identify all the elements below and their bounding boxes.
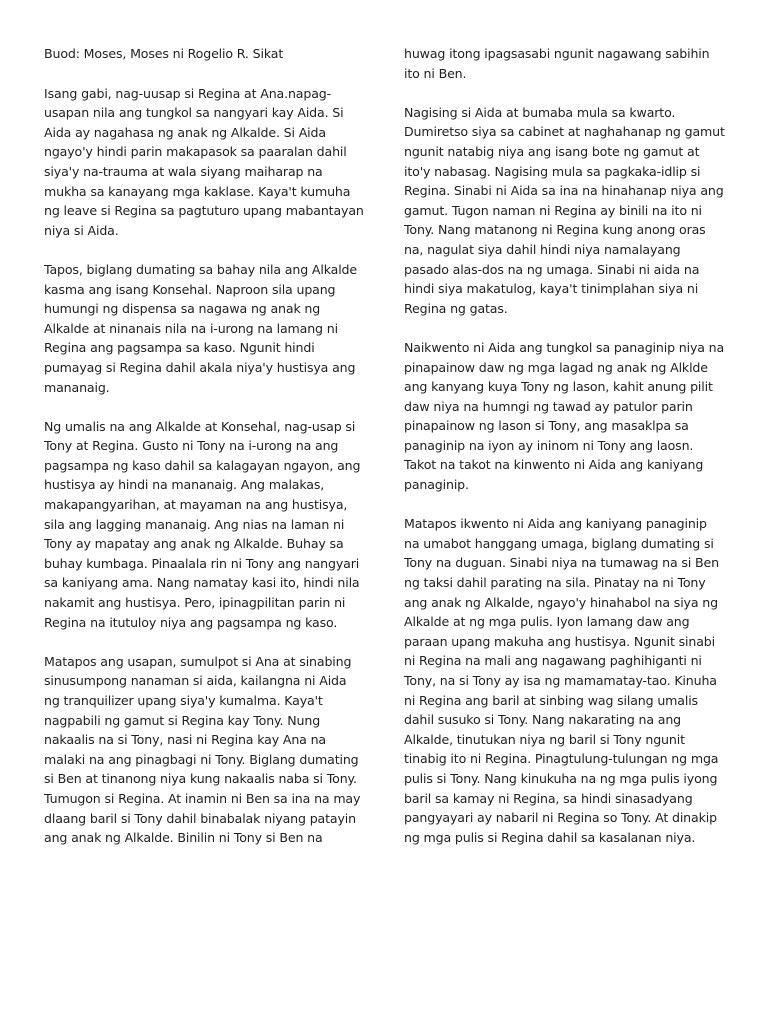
paragraph: Matapos ikwento ni Aida ang kaniyang panaginip na umabot hanggang umaga, biglang dumating si Tony na duguan. Sinabi niya na tumawag na si Ben ng taksi dahil parating na sila. Pinatay na ni Tony ang anak ng Alkalde, ngayo'y hinahabol na siya ng Alkalde at ng mga pulis. Iyon lamang daw ang paraan upang makuha ang hustisya. Ngunit sinabi ni Regina na mali ang nagawang paghihiganti ni Tony, na si Tony ay isa ng mamamatay-tao. Kinuha ni Regina ang baril at sinbing wag silang umalis dahil susuko si Tony. Nang nakarating na ang Alkalde, tinutukan niya ng baril si Tony ngunit tinabig ito ni Regina. Pinagtulung-tulungan ng mga pulis si Tony. Nang kinukuha na ng mga pulis iyong baril sa kamay ni Regina, sa hindi sinasadyang pangyayari ay nabaril ni Regina so Tony. At dinakip ng mga pulis si Regina dahil sa kasalanan niya. [404,516,719,845]
paragraph: Nagising si Aida at bumaba mula sa kwarto. Dumiretso siya sa cabinet at naghahanap ng gamut ngunit natabig niya ang isang bote ng gamut at ito'y nabasag. Nagising mula sa pagkaka-idlip si Regina. Sinabi ni Aida sa ina na hinahanap niya ang gamut. Tugon naman ni Regina ay binili na ito ni Tony. Nang matanong ni Regina kung anong oras na, nagulat siya dahil hindi niya namalayang pasado alas-dos na ng umaga. Sinabi ni aida na hindi siya makatulog, kaya't tinimplahan siya ni Regina ng gatas. [404,104,725,316]
document-title: Buod: Moses, Moses ni Rogelio R. Sikat [44,46,284,61]
paragraph: Matapos ang usapan, sumulpot si Ana at sinabing sinusumpong nanaman si aida, kailangna ni Aida ng tranquilizer upang siya'y kumalma. Kaya't nagpabili ng gamut si Regina kay Tony. Nung nakaalis na si Tony, nasi ni Regina kay Ana na malaki na ang pinagbagi ni Tony. Biglang dumating si Ben at tinanong niya kung nakaalis naba si Tony. Tumugon si Regina. At inamin ni Ben sa ina na may dlaang baril si Tony dahil binabalak niyang patayin ang anak ng Alkalde. Binilin ni Tony si Ben na [44,653,361,846]
left-column [44,44,364,867]
paragraph: Naikwento ni Aida ang tungkol sa panaginip niya na pinapainow daw ng mga lagad ng anak ng Alklde ang kanyang kuya Tony ng lason, kahit anung pilit daw niya na humngi ng tawad ay patulor parin pinapainow ng lason si Tony, ang masaklpa sa panaginip na iyon ay ininom ni Tony ang laosn. Takot na takot na kinwento ni Aida ang kaniyang panaginip. [404,339,725,493]
paragraph: huwag itong ipagsasabi ngunit nagawang sabihin ito ni Ben. [404,46,710,81]
paragraph: Isang gabi, nag-uusap si Regina at Ana.napag-usapan nila ang tungkol sa nangyari kay Aida. Si Aida ay nagahasa ng anak ng Alkalde. Si Aida ngayo'y hindi parin makapasok sa paaralan dahil siya'y na-trauma at wala siyang maiharap na mukha sa kanayang mga kaklase. Kaya't kumuha ng leave si Regina sa pagtuturo upang mabantayan niya si Aida. [44,85,364,238]
right-column [404,44,726,867]
paragraph: Tapos, biglang dumating sa bahay nila ang Alkalde kasma ang isang Konsehal. Naproon sila upang humungi ng dispensa sa nagawa ng anak ng Alkalde at ninanais nila na i-urong na lamang ni Regina ang pagsampa sa kaso. Ngunit hindi pumayag si Regina dahil akala niya'y hustisya ang mananaig. [44,261,357,395]
paragraph: Ng umalis na ang Alkalde at Konsehal, nag-usap si Tony at Regina. Gusto ni Tony na i-urong na ang pagsampa ng kaso dahil sa kalagayan ngayon, ang hustisya ay hindi na mananaig. Ang malakas, makapangyarihan, at mayaman na ang hustisya, sila ang lagging mananaig. Ang nias na laman ni Tony ay mapatay ang anak ng Alkalde. Buhay sa buhay kumbaga. Pinaalala rin ni Tony ang nangyari sa kaniyang ama. Nang namatay kasi ito, hindi nila nakamit ang hustisya. Pero, ipinagpilitan parin ni Regina na itutuloy niya ang pagsampa ng kaso. [44,418,361,630]
